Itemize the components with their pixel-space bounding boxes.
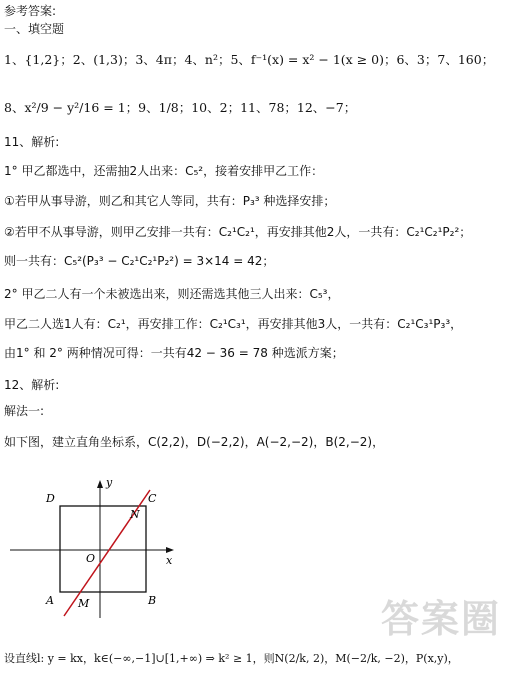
square-diagram <box>0 470 200 620</box>
section-fill-in: 一、填空题 <box>4 22 65 36</box>
answer-title: 参考答案: <box>4 4 57 18</box>
label-C: C <box>148 492 157 505</box>
line-equation-setup: 设直线l: y = kx，k∈(−∞,−1]∪[1,+∞) ⇒ k² ≥ 1，则N(2/k, 2)，M(−2/k, −2)，P(x,y)， <box>4 652 459 665</box>
q11-subcase2: ②若甲不从事导游，则甲乙安排一共有：C₂¹C₂¹，再安排其他2人，一共有：C₂¹C₂¹P₂²； <box>4 225 472 239</box>
label-N: N <box>130 508 140 521</box>
label-D: D <box>46 492 55 505</box>
label-y: y <box>106 476 113 489</box>
label-M: M <box>78 597 90 610</box>
answers-line-2: 8、x²/9 − y²/16 = 1；9、1/8；10、2；11、78；12、−7； <box>4 100 357 115</box>
q11-conclusion: 由1° 和 2° 两种情况可得：一共有42 − 36 = 78 种选派方案； <box>4 346 344 360</box>
q11-subcase1: ①若甲从事导游，则乙和其它人等同，共有：P₃³ 种选择安排； <box>4 194 336 208</box>
coordinate-setup: 如下图，建立直角坐标系，C(2,2)，D(−2,2)，A(−2,−2)，B(2,−2)， <box>4 435 385 449</box>
q11-case1-total: 则一共有：C₅²(P₃³ − C₂¹C₂¹P₂²) = 3×14 = 42； <box>4 254 275 268</box>
q11-case2-detail: 甲乙二人选1人有：C₂¹，再安排工作：C₂¹C₃¹，再安排其他3人，一共有：C₂¹C₃¹P₃³， <box>4 317 463 331</box>
q12-heading: 12、解析: <box>4 378 60 392</box>
answers-line-1: 1、{1,2}；2、(1,3)；3、4π；4、n²；5、f⁻¹(x) = x² − 1(x ≥ 0)；6、3；7、160； <box>4 52 495 67</box>
label-B: B <box>148 594 157 607</box>
watermark-logo: 答案圈 <box>380 597 501 641</box>
q11-case2: 2° 甲乙二人有一个未被选出来，则还需选其他三人出来：C₅³， <box>4 287 340 301</box>
method-one: 解法一: <box>4 404 45 418</box>
label-x: x <box>166 554 173 567</box>
q11-case1: 1° 甲乙都选中，还需抽2人出来：C₅²，接着安排甲乙工作： <box>4 164 324 178</box>
y-axis-arrow <box>97 480 103 488</box>
label-O: O <box>86 552 96 565</box>
q11-heading: 11、解析: <box>4 135 60 149</box>
label-A: A <box>46 594 54 607</box>
x-axis-arrow <box>166 547 174 553</box>
